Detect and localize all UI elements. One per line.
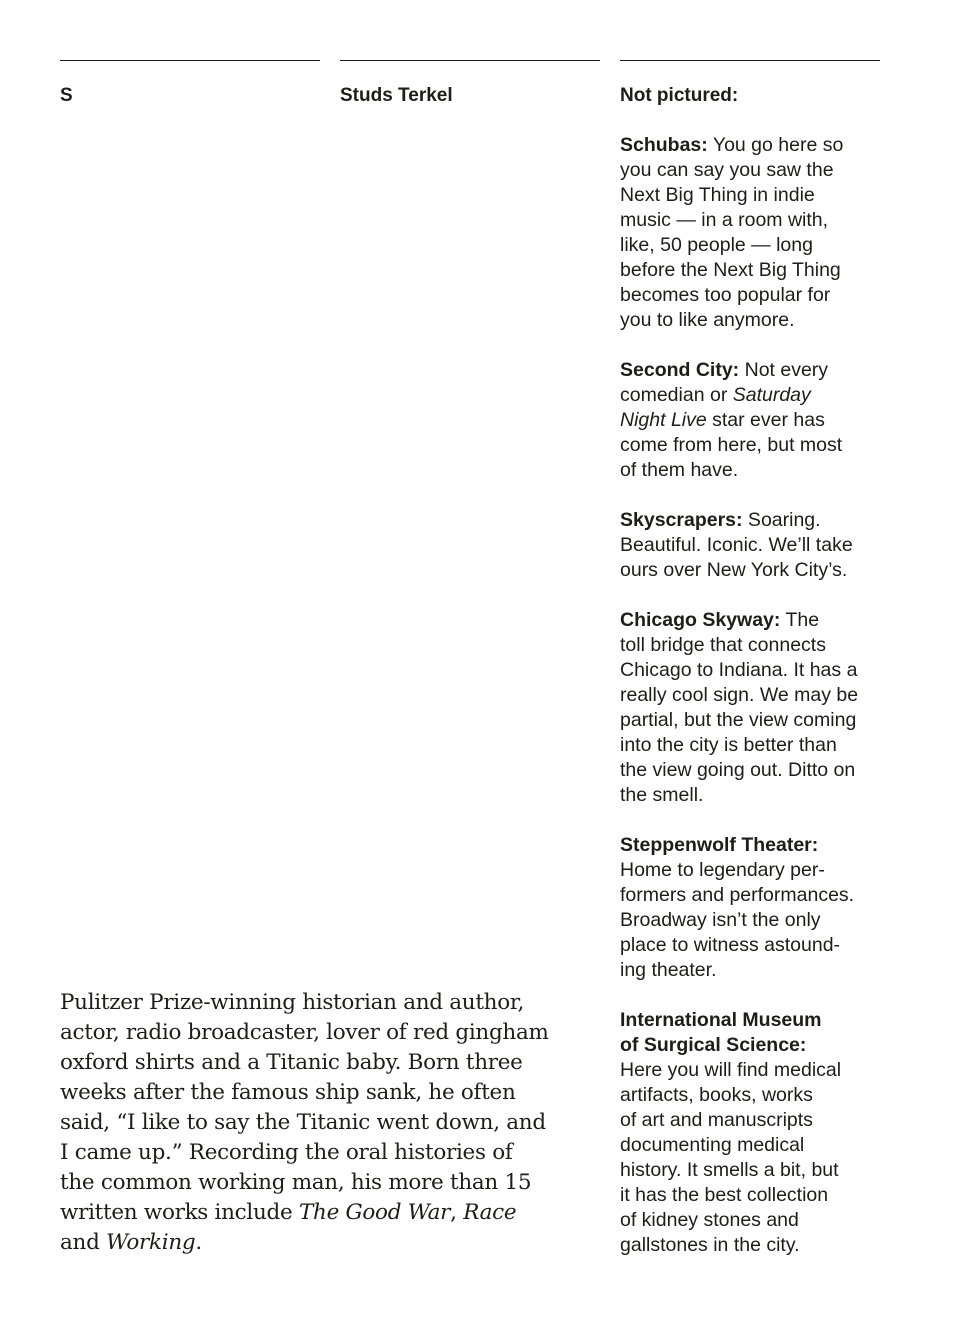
entry <box>620 358 890 483</box>
text-span: of kidney stones and <box>620 1209 799 1231</box>
text-line <box>60 1228 580 1258</box>
entry-term: Schubas: <box>620 134 708 156</box>
italic-title: Working <box>106 1230 196 1255</box>
text-line <box>620 608 890 633</box>
text-line <box>60 1078 580 1108</box>
text-line <box>620 833 890 858</box>
column-not-pictured <box>620 60 880 107</box>
text-line <box>620 1183 890 1208</box>
text-line <box>60 988 580 1018</box>
italic-title: Saturday <box>732 384 811 406</box>
text-span: before the Next Big Thing <box>620 259 841 281</box>
text-span: documenting medical <box>620 1134 805 1156</box>
text-span: artifacts, books, works <box>620 1084 813 1106</box>
text-line <box>620 1083 890 1108</box>
text-span: the smell. <box>620 784 704 806</box>
text-line <box>620 433 890 458</box>
text-span: written works include <box>60 1200 299 1225</box>
biography-paragraph <box>60 988 580 1258</box>
not-pictured-entries <box>620 133 890 1283</box>
text-line <box>620 783 890 808</box>
not-pictured-heading: Not pictured: <box>620 85 739 106</box>
text-span: it has the best collection <box>620 1184 829 1206</box>
text-span: of art and manuscripts <box>620 1109 813 1131</box>
text-line <box>620 133 890 158</box>
text-line <box>620 383 890 408</box>
subject-name-heading: Studs Terkel <box>340 85 453 106</box>
text-span: gallstones in the city. <box>620 1234 800 1256</box>
text-line <box>620 258 890 283</box>
column-rule <box>620 60 880 61</box>
text-span: becomes too popular for <box>620 284 831 306</box>
text-span: actor, radio broadcaster, lover of red gingham <box>60 1020 549 1045</box>
italic-title: The Good War <box>298 1200 451 1225</box>
text-span: ours over New York City’s. <box>620 559 848 581</box>
entry-term: Chicago Skyway: <box>620 609 781 631</box>
text-line <box>620 408 890 433</box>
text-line <box>620 183 890 208</box>
text-line <box>620 1158 890 1183</box>
entry <box>620 1008 890 1258</box>
text-line <box>60 1108 580 1138</box>
text-span: weeks after the famous ship sank, he often <box>60 1080 516 1105</box>
text-line <box>60 1048 580 1078</box>
entry-term: of Surgical Science: <box>620 1034 807 1056</box>
text-line <box>620 558 890 583</box>
text-span: . <box>195 1230 202 1255</box>
text-line <box>620 908 890 933</box>
text-span: Next Big Thing in indie <box>620 184 815 206</box>
text-span: of them have. <box>620 459 739 481</box>
text-line <box>620 458 890 483</box>
column-subject <box>340 60 600 107</box>
text-line <box>60 1168 580 1198</box>
text-line <box>620 1033 890 1058</box>
text-span: the view going out. Ditto on <box>620 759 856 781</box>
entry <box>620 133 890 333</box>
entry <box>620 608 890 808</box>
column-rule <box>340 60 600 61</box>
text-line <box>620 733 890 758</box>
text-span: said, “I like to say the Titanic went down, and <box>60 1110 546 1135</box>
text-span: ing theater. <box>620 959 717 981</box>
column-rule <box>60 60 320 61</box>
entry <box>620 508 890 583</box>
text-line <box>620 1058 890 1083</box>
text-span: place to witness astound- <box>620 934 841 956</box>
text-span: oxford shirts and a Titanic baby. Born three <box>60 1050 523 1075</box>
text-span: partial, but the view coming <box>620 709 857 731</box>
text-line <box>620 858 890 883</box>
text-line <box>620 308 890 333</box>
text-span: You go here so <box>707 134 844 156</box>
text-line <box>620 158 890 183</box>
text-span: Home to legendary per- <box>620 859 825 881</box>
entry-term: Skyscrapers: <box>620 509 743 531</box>
text-span: you to like anymore. <box>620 309 795 331</box>
text-span: I came up.” Recording the oral histories of <box>60 1140 513 1165</box>
text-span: comedian or <box>620 384 733 406</box>
text-line <box>620 933 890 958</box>
text-line <box>620 533 890 558</box>
text-span: and <box>60 1230 107 1255</box>
text-line <box>620 708 890 733</box>
text-line <box>620 1108 890 1133</box>
text-span: music — in a room with, <box>620 209 829 231</box>
text-span: star ever has <box>706 409 825 431</box>
text-span: Not every <box>739 359 829 381</box>
text-span: The <box>780 609 820 631</box>
text-span: you can say you saw the <box>620 159 834 181</box>
entry-term: International Museum <box>620 1009 822 1031</box>
entry-term: Steppenwolf Theater: <box>620 834 819 856</box>
text-line <box>620 1208 890 1233</box>
text-line <box>620 508 890 533</box>
text-line <box>620 208 890 233</box>
column-letter <box>60 60 320 107</box>
text-span: toll bridge that connects <box>620 634 826 656</box>
text-line <box>620 658 890 683</box>
text-span: formers and performances. <box>620 884 855 906</box>
text-line <box>620 1133 890 1158</box>
text-line <box>620 1233 890 1258</box>
text-span: the common working man, his more than 15 <box>60 1170 532 1195</box>
section-letter-heading: S <box>60 85 73 106</box>
text-line <box>620 233 890 258</box>
text-span: Beautiful. Iconic. We’ll take <box>620 534 853 556</box>
text-line <box>620 883 890 908</box>
text-span: like, 50 people — long <box>620 234 813 256</box>
text-line <box>620 633 890 658</box>
entry <box>620 833 890 983</box>
text-span: Soaring. <box>742 509 821 531</box>
text-span: into the city is better than <box>620 734 837 756</box>
text-span: come from here, but most <box>620 434 843 456</box>
text-line <box>60 1138 580 1168</box>
text-span: Pulitzer Prize-winning historian and author, <box>60 990 524 1015</box>
text-line <box>620 283 890 308</box>
text-span: really cool sign. We may be <box>620 684 859 706</box>
text-span: Broadway isn’t the only <box>620 909 821 931</box>
text-line <box>620 683 890 708</box>
italic-title: Race <box>463 1200 517 1225</box>
text-line <box>620 758 890 783</box>
text-span: Here you will find medical <box>620 1059 842 1081</box>
text-span: history. It smells a bit, but <box>620 1159 839 1181</box>
text-line <box>620 958 890 983</box>
text-span: Chicago to Indiana. It has a <box>620 659 858 681</box>
text-line <box>60 1018 580 1048</box>
italic-title: Night Live <box>620 409 707 431</box>
text-line <box>60 1198 580 1228</box>
text-span: , <box>450 1200 464 1225</box>
entry-term: Second City: <box>620 359 740 381</box>
text-line <box>620 1008 890 1033</box>
text-line <box>620 358 890 383</box>
